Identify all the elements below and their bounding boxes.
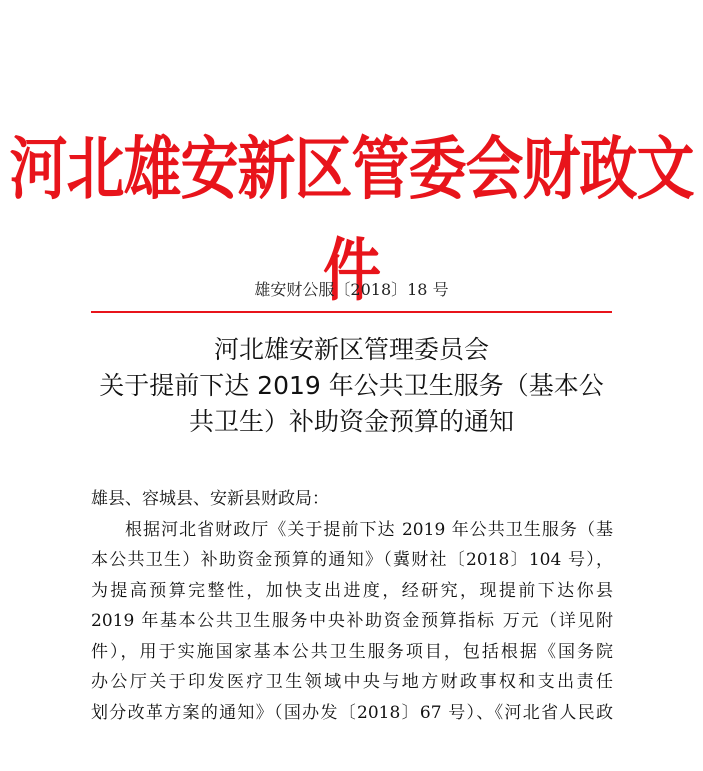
- document-body: [91, 484, 613, 728]
- body-line: 件），用于实施国家基本公共卫生服务项目，包括根据《国务院: [91, 641, 613, 662]
- body-line: 2019 年基本公共卫生服务中央补助资金预算指标 万元（详见附: [91, 611, 613, 631]
- notice-title: [60, 332, 643, 440]
- red-separator-line: [91, 311, 612, 313]
- body-line: 办公厅关于印发医疗卫生领域中央与地方财政事权和支出责任: [91, 672, 613, 692]
- body-line: 根据河北省财政厅《关于提前下达 2019 年公共卫生服务（基: [125, 519, 613, 540]
- body-line: 划分改革方案的通知》（国办发〔2018〕67 号）、《河北省人民政: [91, 702, 613, 723]
- document-number: 雄安财公服〔2018〕18 号: [254, 280, 449, 299]
- notice-title-line: 关于提前下达 2019 年公共卫生服务（基本公: [99, 371, 604, 400]
- notice-title-line: 共卫生）补助资金预算的通知: [188, 407, 514, 436]
- body-line: 本公共卫生）补助资金预算的通知》（冀财社〔2018〕104 号），: [91, 550, 613, 570]
- notice-title-line: 河北雄安新区管理委员会: [213, 335, 489, 364]
- document-header-title: 河北雄安新区管委会财政文件: [9, 128, 694, 311]
- body-line: 为提高预算完整性，加快支出进度，经研究，现提前下达你县: [91, 580, 613, 601]
- salutation: 雄县、容城县、安新县财政局：: [91, 489, 329, 509]
